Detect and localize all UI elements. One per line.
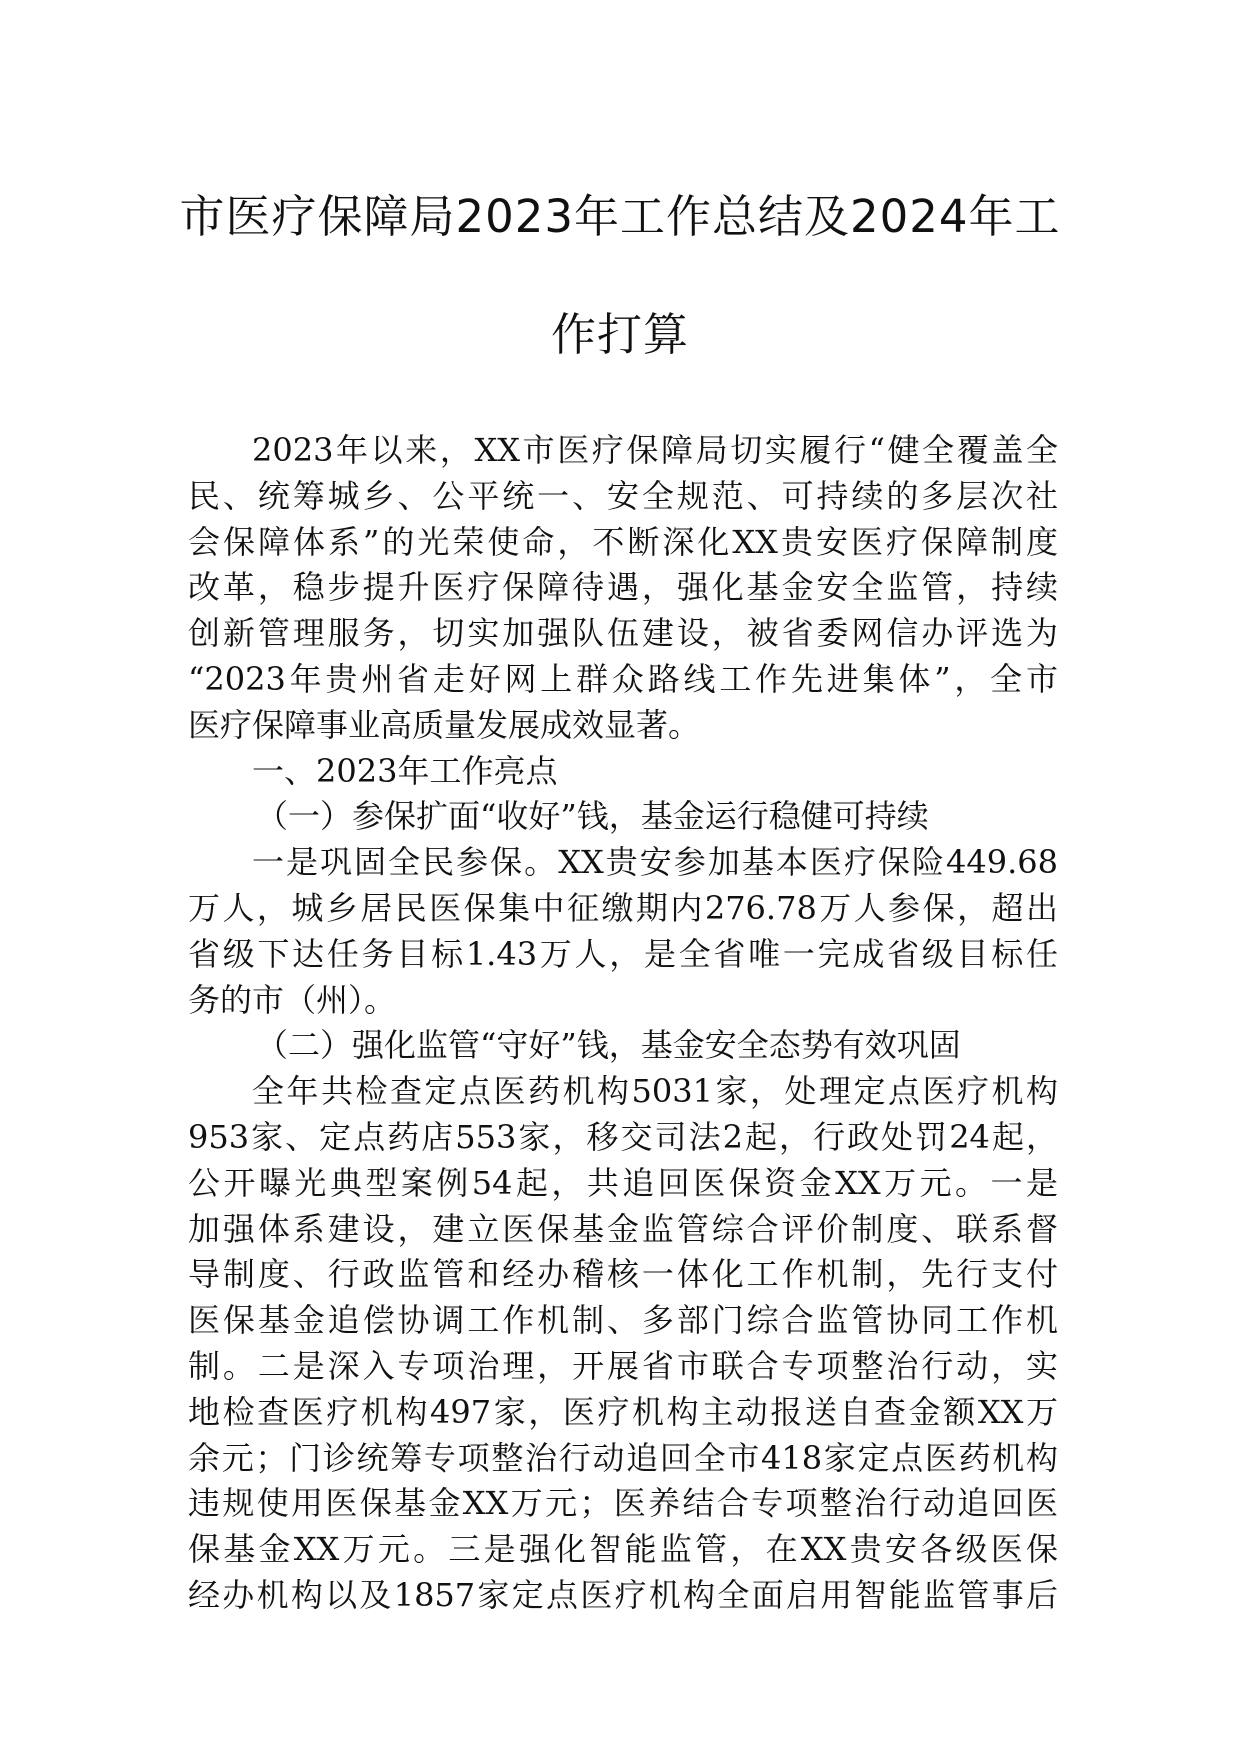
document-title-line-1: 市医疗保障局2023年工作总结及2024年工 <box>179 190 1061 243</box>
paragraph-line: 2023年以来，XX市医疗保障局切实履行“健全覆盖全 <box>252 431 1058 469</box>
paragraph-line: 违规使用医保基金XX万元；医养结合专项整治行动追回医 <box>188 1484 1058 1523</box>
subsection-heading: （二）强化监管“守好”钱，基金安全态势有效巩固 <box>256 1026 961 1065</box>
paragraph-line: 医疗保障事业高质量发展成效显著。 <box>188 705 701 744</box>
paragraph-line: 余元；门诊统筹专项整治行动追回全市418家定点医药机构 <box>188 1438 1058 1477</box>
subsection-heading: （一）参保扩面“收好”钱，基金运行稳健可持续 <box>256 797 929 836</box>
paragraph-line: 会保障体系”的光荣使命，不断深化XX贵安医疗保障制度 <box>188 522 1058 561</box>
paragraph-line: 保基金XX万元。三是强化智能监管，在XX贵安各级医保 <box>188 1530 1058 1569</box>
section-heading: 一、2023年工作亮点 <box>252 751 558 790</box>
paragraph-line: 创新管理服务，切实加强队伍建设，被省委网信办评选为 <box>188 614 1058 653</box>
paragraph-line: 公开曝光典型案例54起，共追回医保资金XX万元。一是 <box>188 1163 1058 1202</box>
paragraph-line: 医保基金追偿协调工作机制、多部门综合监管协同工作机 <box>188 1301 1058 1340</box>
paragraph-line: 导制度、行政监管和经办稽核一体化工作机制，先行支付 <box>188 1255 1058 1294</box>
document-body <box>188 428 1058 1619</box>
paragraph-line: 万人，城乡居民医保集中征缴期内276.78万人参保，超出 <box>188 888 1058 927</box>
paragraph-line: 全年共检查定点医药机构5031家，处理定点医疗机构 <box>252 1072 1058 1111</box>
paragraph-line: 务的市（州）。 <box>188 980 397 1019</box>
paragraph-line: 民、统筹城乡、公平统一、安全规范、可持续的多层次社 <box>188 476 1058 515</box>
paragraph-line: 改革，稳步提升医疗保障待遇，强化基金安全监管，持续 <box>188 568 1058 607</box>
paragraph-line: 953家、定点药店553家，移交司法2起，行政处罚24起， <box>188 1117 1058 1156</box>
paragraph-line: 经办机构以及1857家定点医疗机构全面启用智能监管事后 <box>188 1575 1058 1614</box>
paragraph-line: 一是巩固全民参保。XX贵安参加基本医疗保险449.68 <box>252 843 1058 882</box>
paragraph-line: “2023年贵州省走好网上群众路线工作先进集体”，全市 <box>188 659 1058 698</box>
paragraph-line: 加强体系建设，建立医保基金监管综合评价制度、联系督 <box>188 1209 1058 1248</box>
paragraph-line: 制。二是深入专项治理，开展省市联合专项整治行动，实 <box>188 1346 1058 1385</box>
paragraph-line: 省级下达任务目标1.43万人，是全省唯一完成省级目标任 <box>188 934 1058 973</box>
document-title-line-2: 作打算 <box>550 308 689 361</box>
paragraph-line: 地检查医疗机构497家，医疗机构主动报送自查金额XX万 <box>188 1392 1058 1431</box>
